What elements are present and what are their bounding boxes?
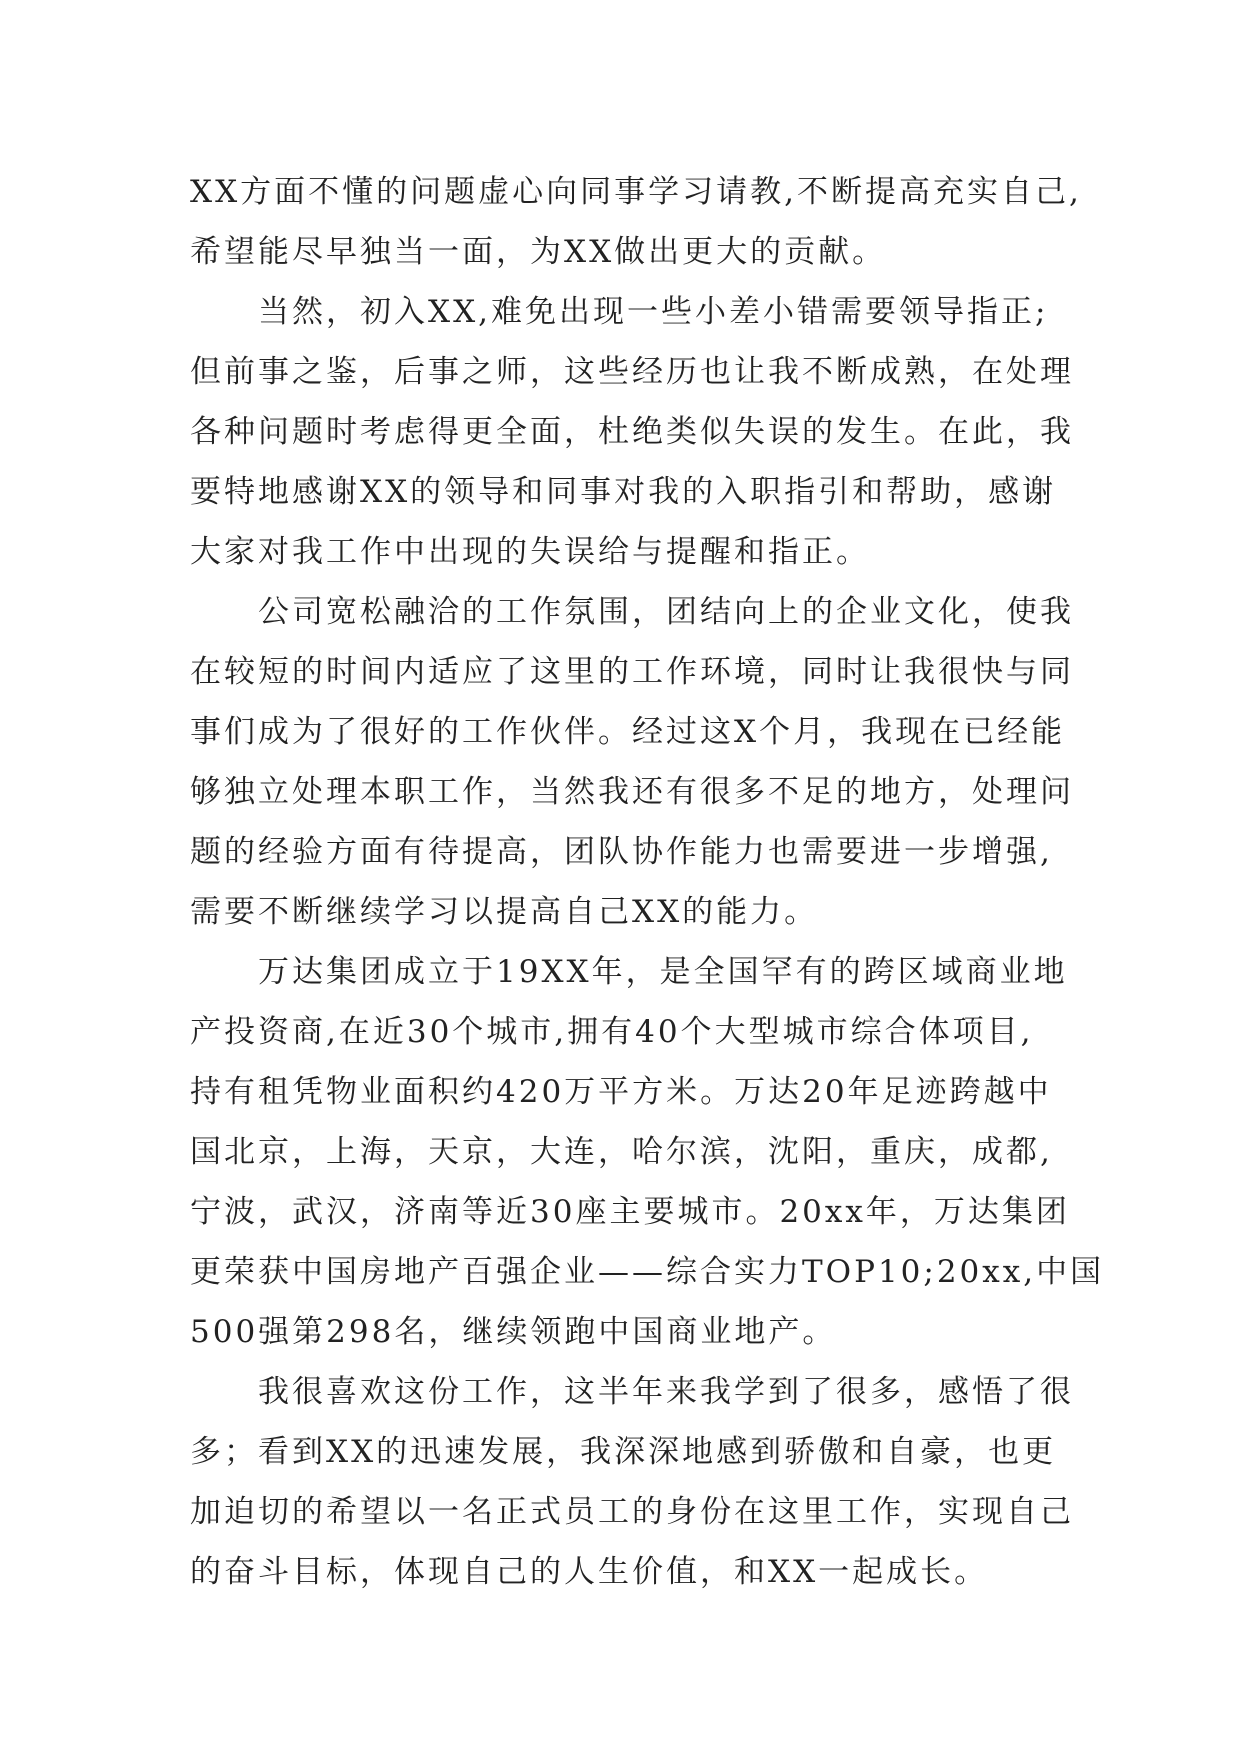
text-line: 各种问题时考虑得更全面，杜绝类似失误的发生。在此，我 bbox=[190, 414, 1074, 450]
paragraph-3 bbox=[190, 582, 1090, 942]
text-line: 大家对我工作中出现的失误给与提醒和指正。 bbox=[190, 534, 870, 570]
text-line: 需要不断继续学习以提高自己XX的能力。 bbox=[190, 894, 819, 930]
text-line: 当然，初入XX,难免出现一些小差小错需要领导指正; bbox=[258, 294, 1049, 330]
text-line: 多；看到XX的迅速发展，我深深地感到骄傲和自豪，也更 bbox=[190, 1434, 1057, 1470]
text-line: 更荣获中国房地产百强企业——综合实力TOP10;20xx,中国 bbox=[190, 1254, 1105, 1290]
text-line: 国北京，上海，天京，大连，哈尔滨，沈阳，重庆，成都, bbox=[190, 1134, 1053, 1170]
text-line: 万达集团成立于19XX年，是全国罕有的跨区域商业地 bbox=[258, 954, 1068, 990]
text-line: 希望能尽早独当一面，为XX做出更大的贡献。 bbox=[190, 234, 887, 270]
paragraph-4 bbox=[190, 942, 1105, 1362]
text-line: 产投资商,在近30个城市,拥有40个大型城市综合体项目, bbox=[190, 1014, 1034, 1050]
text-line: 持有租凭物业面积约420万平方米。万达20年足迹跨越中 bbox=[190, 1074, 1052, 1110]
text-line: 我很喜欢这份工作，这半年来我学到了很多，感悟了很 bbox=[258, 1374, 1074, 1410]
text-line: 在较短的时间内适应了这里的工作环境，同时让我很快与同 bbox=[190, 654, 1074, 690]
text-line: 事们成为了很好的工作伙伴。经过这X个月，我现在已经能 bbox=[190, 714, 1066, 750]
text-line: 500强第298名，继续领跑中国商业地产。 bbox=[190, 1314, 837, 1350]
paragraph-5 bbox=[190, 1362, 1090, 1602]
text-line: 但前事之鉴，后事之师，这些经历也让我不断成熟，在处理 bbox=[190, 354, 1074, 390]
text-line: 要特地感谢XX的领导和同事对我的入职指引和帮助，感谢 bbox=[190, 474, 1057, 510]
text-line: 的奋斗目标，体现自己的人生价值，和XX一起成长。 bbox=[190, 1554, 989, 1590]
paragraph-1 bbox=[190, 162, 1090, 282]
text-line: 公司宽松融洽的工作氛围，团结向上的企业文化，使我 bbox=[258, 594, 1074, 630]
paragraph-2 bbox=[190, 282, 1090, 582]
text-line: 题的经验方面有待提高，团队协作能力也需要进一步增强, bbox=[190, 834, 1053, 870]
body-text bbox=[190, 162, 1105, 1602]
text-line: 宁波，武汉，济南等近30座主要城市。20xx年，万达集团 bbox=[190, 1194, 1070, 1230]
text-line: XX方面不懂的问题虚心向同事学习请教,不断提高充实自己, bbox=[190, 174, 1082, 210]
text-line: 加迫切的希望以一名正式员工的身份在这里工作，实现自己 bbox=[190, 1494, 1074, 1530]
text-line: 够独立处理本职工作，当然我还有很多不足的地方，处理问 bbox=[190, 774, 1074, 810]
